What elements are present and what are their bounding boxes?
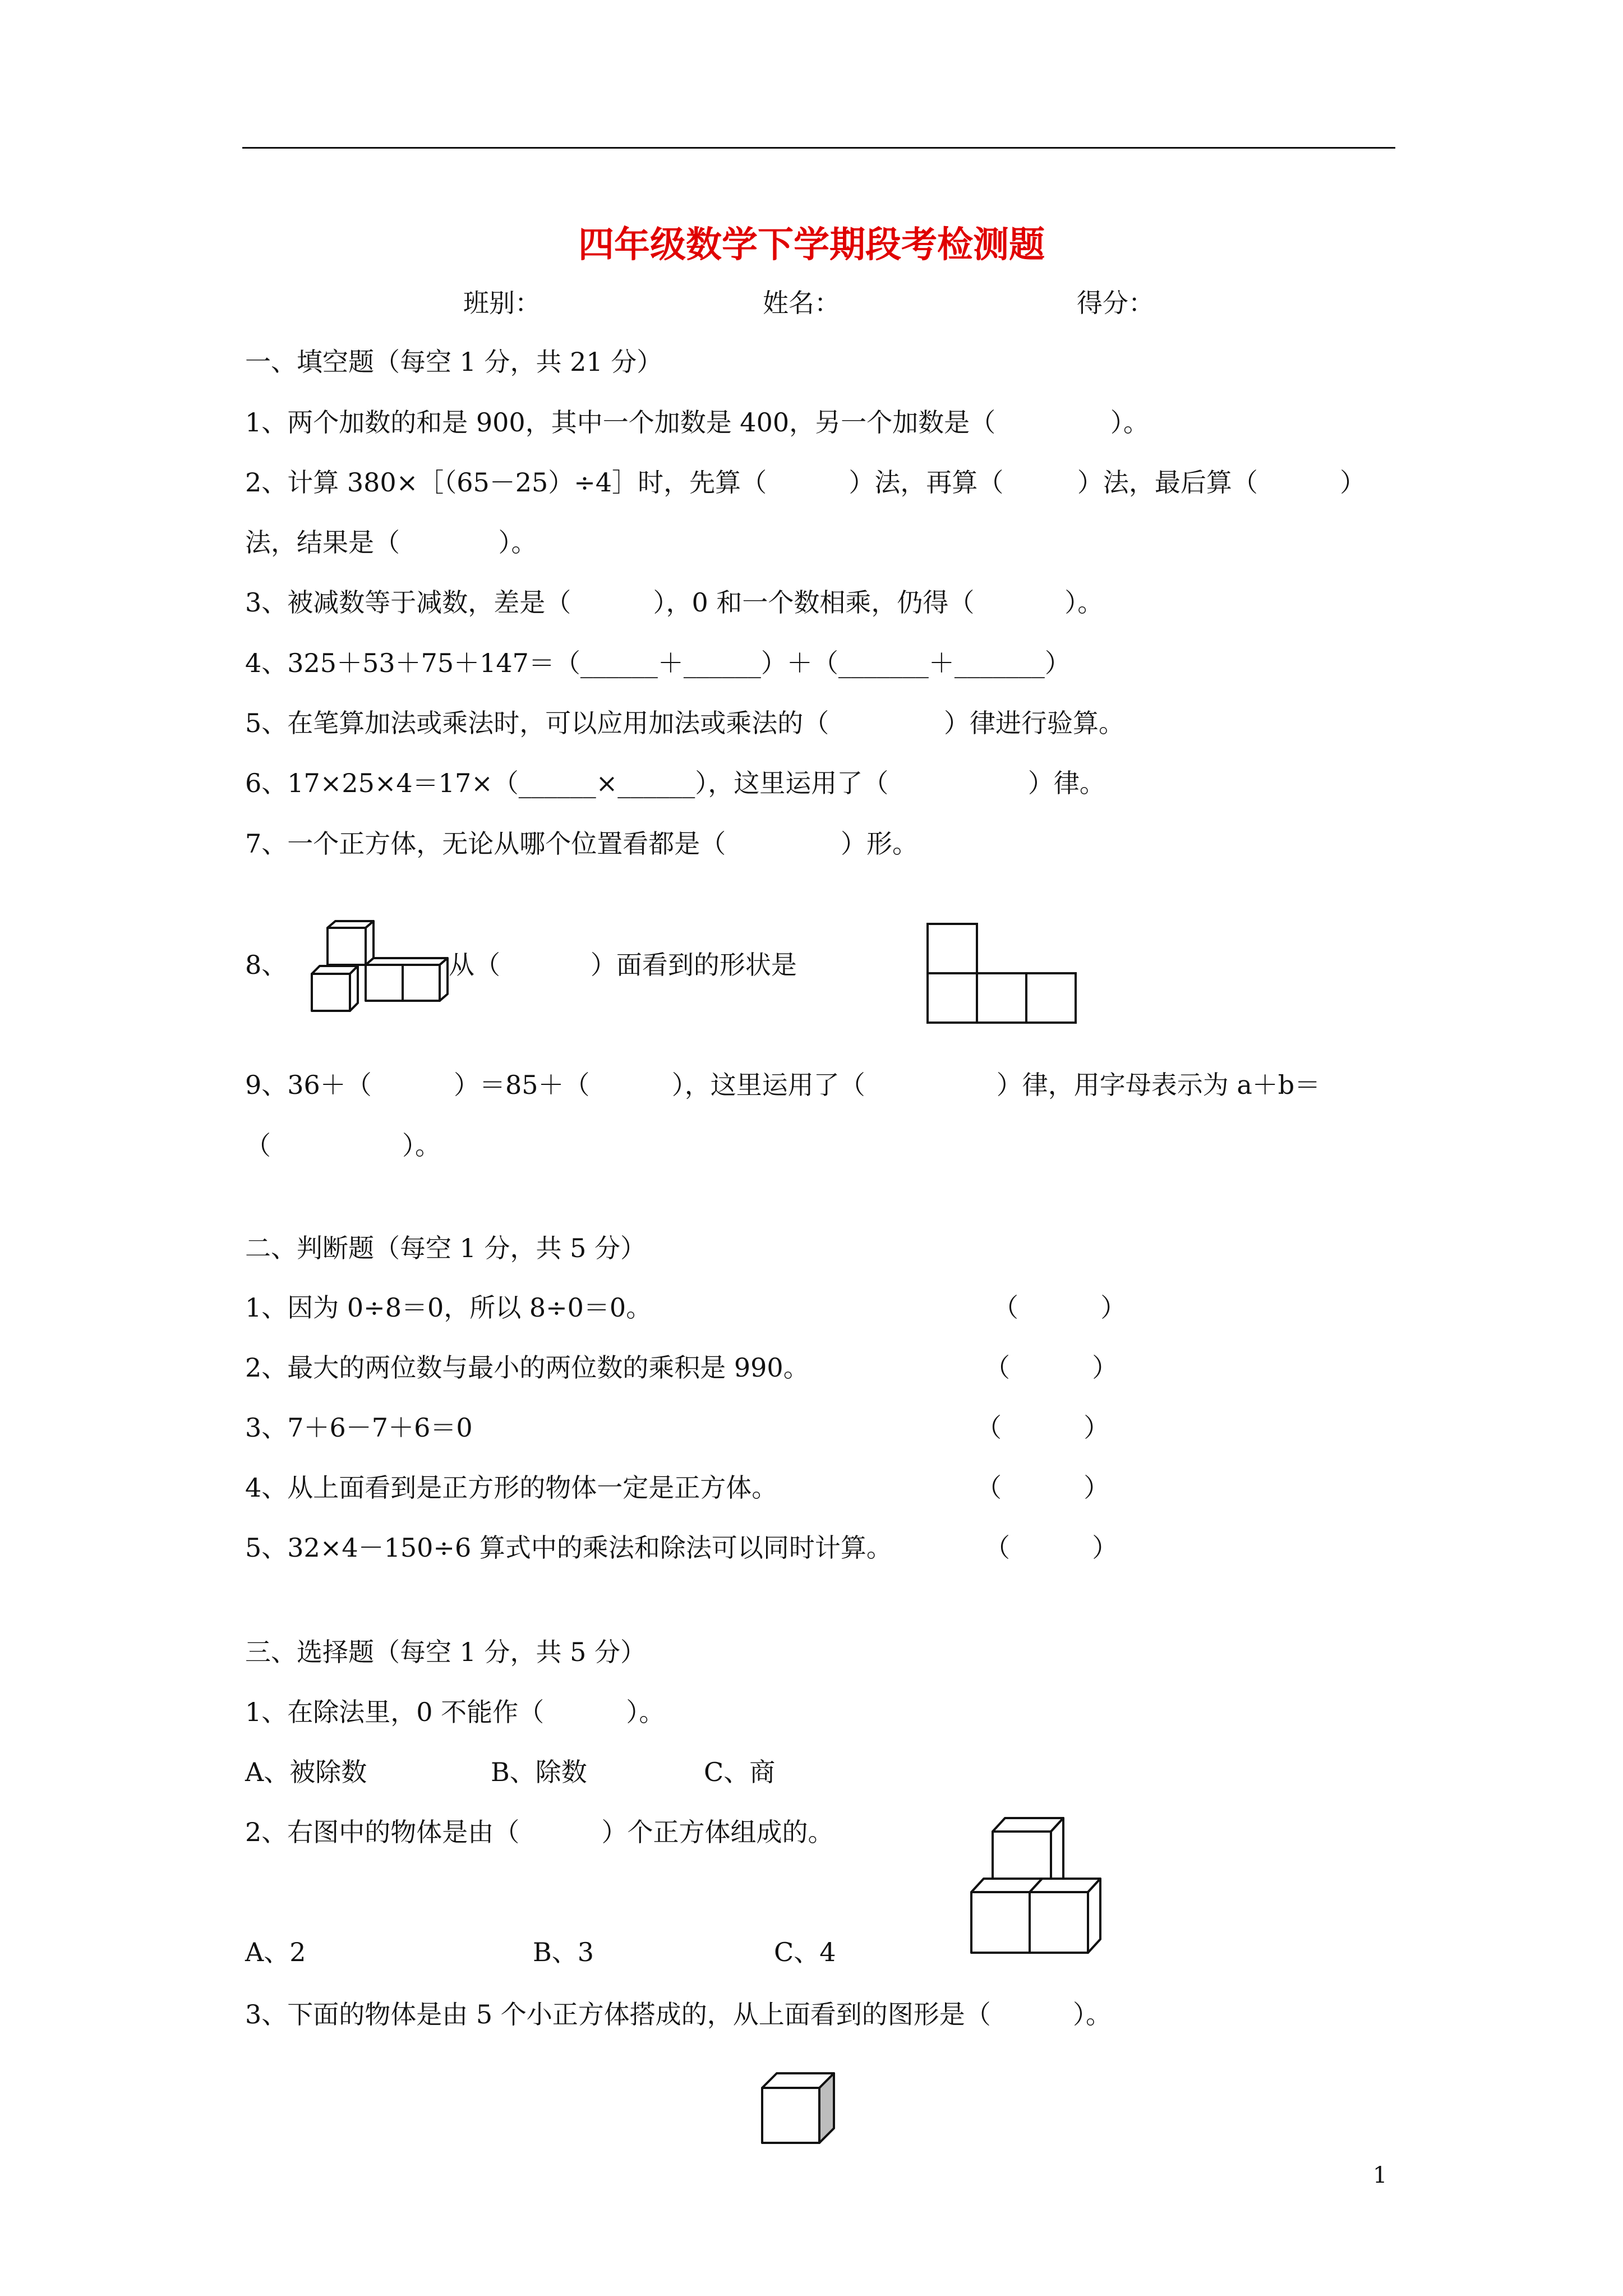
choice-1-option-b: B、除数 — [491, 1757, 587, 1787]
name-label: 姓名： — [763, 288, 840, 318]
fill-question-3: 3、被减数等于减数，差是（ ），0 和一个数相乘，仍得（ ）。 — [245, 587, 1104, 618]
judge-question-1: 1、因为 0÷8＝0，所以 8÷0＝0。 — [245, 1292, 652, 1323]
choice-1-option-a: A、被除数 — [245, 1757, 367, 1787]
judge-answer-4: （ ） — [976, 1473, 1110, 1503]
cube-stack-figure — [308, 920, 454, 1027]
class-label: 班别： — [463, 288, 541, 318]
choice-2-option-b: B、3 — [533, 1937, 594, 1967]
judge-answer-3: （ ） — [976, 1412, 1110, 1443]
header-rule — [242, 147, 1395, 149]
single-cube-figure — [760, 2070, 844, 2148]
section1-heading: 一、填空题（每空 1 分，共 21 分） — [245, 347, 663, 377]
judge-question-2: 2、最大的两位数与最小的两位数的乘积是 990。 — [245, 1352, 809, 1383]
section3-heading: 三、选择题（每空 1 分，共 5 分） — [245, 1637, 647, 1667]
fill-question-5: 5、在笔算加法或乘法时，可以应用加法或乘法的（ ）律进行验算。 — [245, 708, 1124, 738]
judge-question-5: 5、32×4－150÷6 算式中的乘法和除法可以同时计算。 — [245, 1533, 892, 1563]
judge-answer-5: （ ） — [984, 1533, 1118, 1563]
fill-question-2-line2: 法，结果是（ ）。 — [245, 527, 537, 558]
fill-question-6: 6、17×25×4＝17×（______×______），这里运用了（ ）律。 — [245, 768, 1105, 798]
view-shape-figure — [926, 923, 1081, 1024]
fill-question-9-line2: （ ）。 — [245, 1130, 441, 1161]
page-number: 1 — [1373, 2162, 1387, 2188]
judge-answer-1: （ ） — [993, 1292, 1127, 1323]
fill-question-8-number: 8、 — [245, 950, 288, 980]
fill-question-2-line1: 2、计算 380×［（65－25）÷4］时，先算（ ）法，再算（ ）法，最后算（ ） — [245, 467, 1366, 498]
section2-heading: 二、判断题（每空 1 分，共 5 分） — [245, 1233, 647, 1263]
fill-question-1: 1、两个加数的和是 900，其中一个加数是 400，另一个加数是（ ）。 — [245, 407, 1149, 438]
choice-2-option-a: A、2 — [245, 1937, 306, 1967]
three-cube-figure — [970, 1815, 1108, 1966]
choice-question-3: 3、下面的物体是由 5 个小正方体搭成的，从上面看到的图形是（ ）。 — [245, 1999, 1112, 2030]
choice-question-2: 2、右图中的物体是由（ ）个正方体组成的。 — [245, 1817, 834, 1847]
choice-1-option-c: C、商 — [704, 1757, 776, 1787]
score-label: 得分： — [1077, 288, 1154, 318]
judge-answer-2: （ ） — [984, 1352, 1118, 1383]
fill-question-7: 7、一个正方体，无论从哪个位置看都是（ ）形。 — [245, 829, 918, 859]
fill-question-9-line1: 9、36＋（ ）＝85＋（ ），这里运用了（ ）律，用字母表示为 a＋b＝ — [245, 1070, 1321, 1100]
fill-question-8-text: 从（ ）面看到的形状是 — [449, 950, 797, 980]
page-title: 四年级数学下学期段考检测题 — [578, 224, 1045, 266]
judge-question-3: 3、7＋6－7＋6＝0 — [245, 1412, 473, 1443]
fill-question-4: 4、325＋53＋75＋147＝（______＋______）＋（_______＋_______） — [245, 648, 1071, 678]
judge-question-4: 4、从上面看到是正方形的物体一定是正方体。 — [245, 1473, 778, 1503]
choice-2-option-c: C、4 — [774, 1937, 836, 1967]
choice-question-1: 1、在除法里，0 不能作（ ）。 — [245, 1697, 665, 1727]
